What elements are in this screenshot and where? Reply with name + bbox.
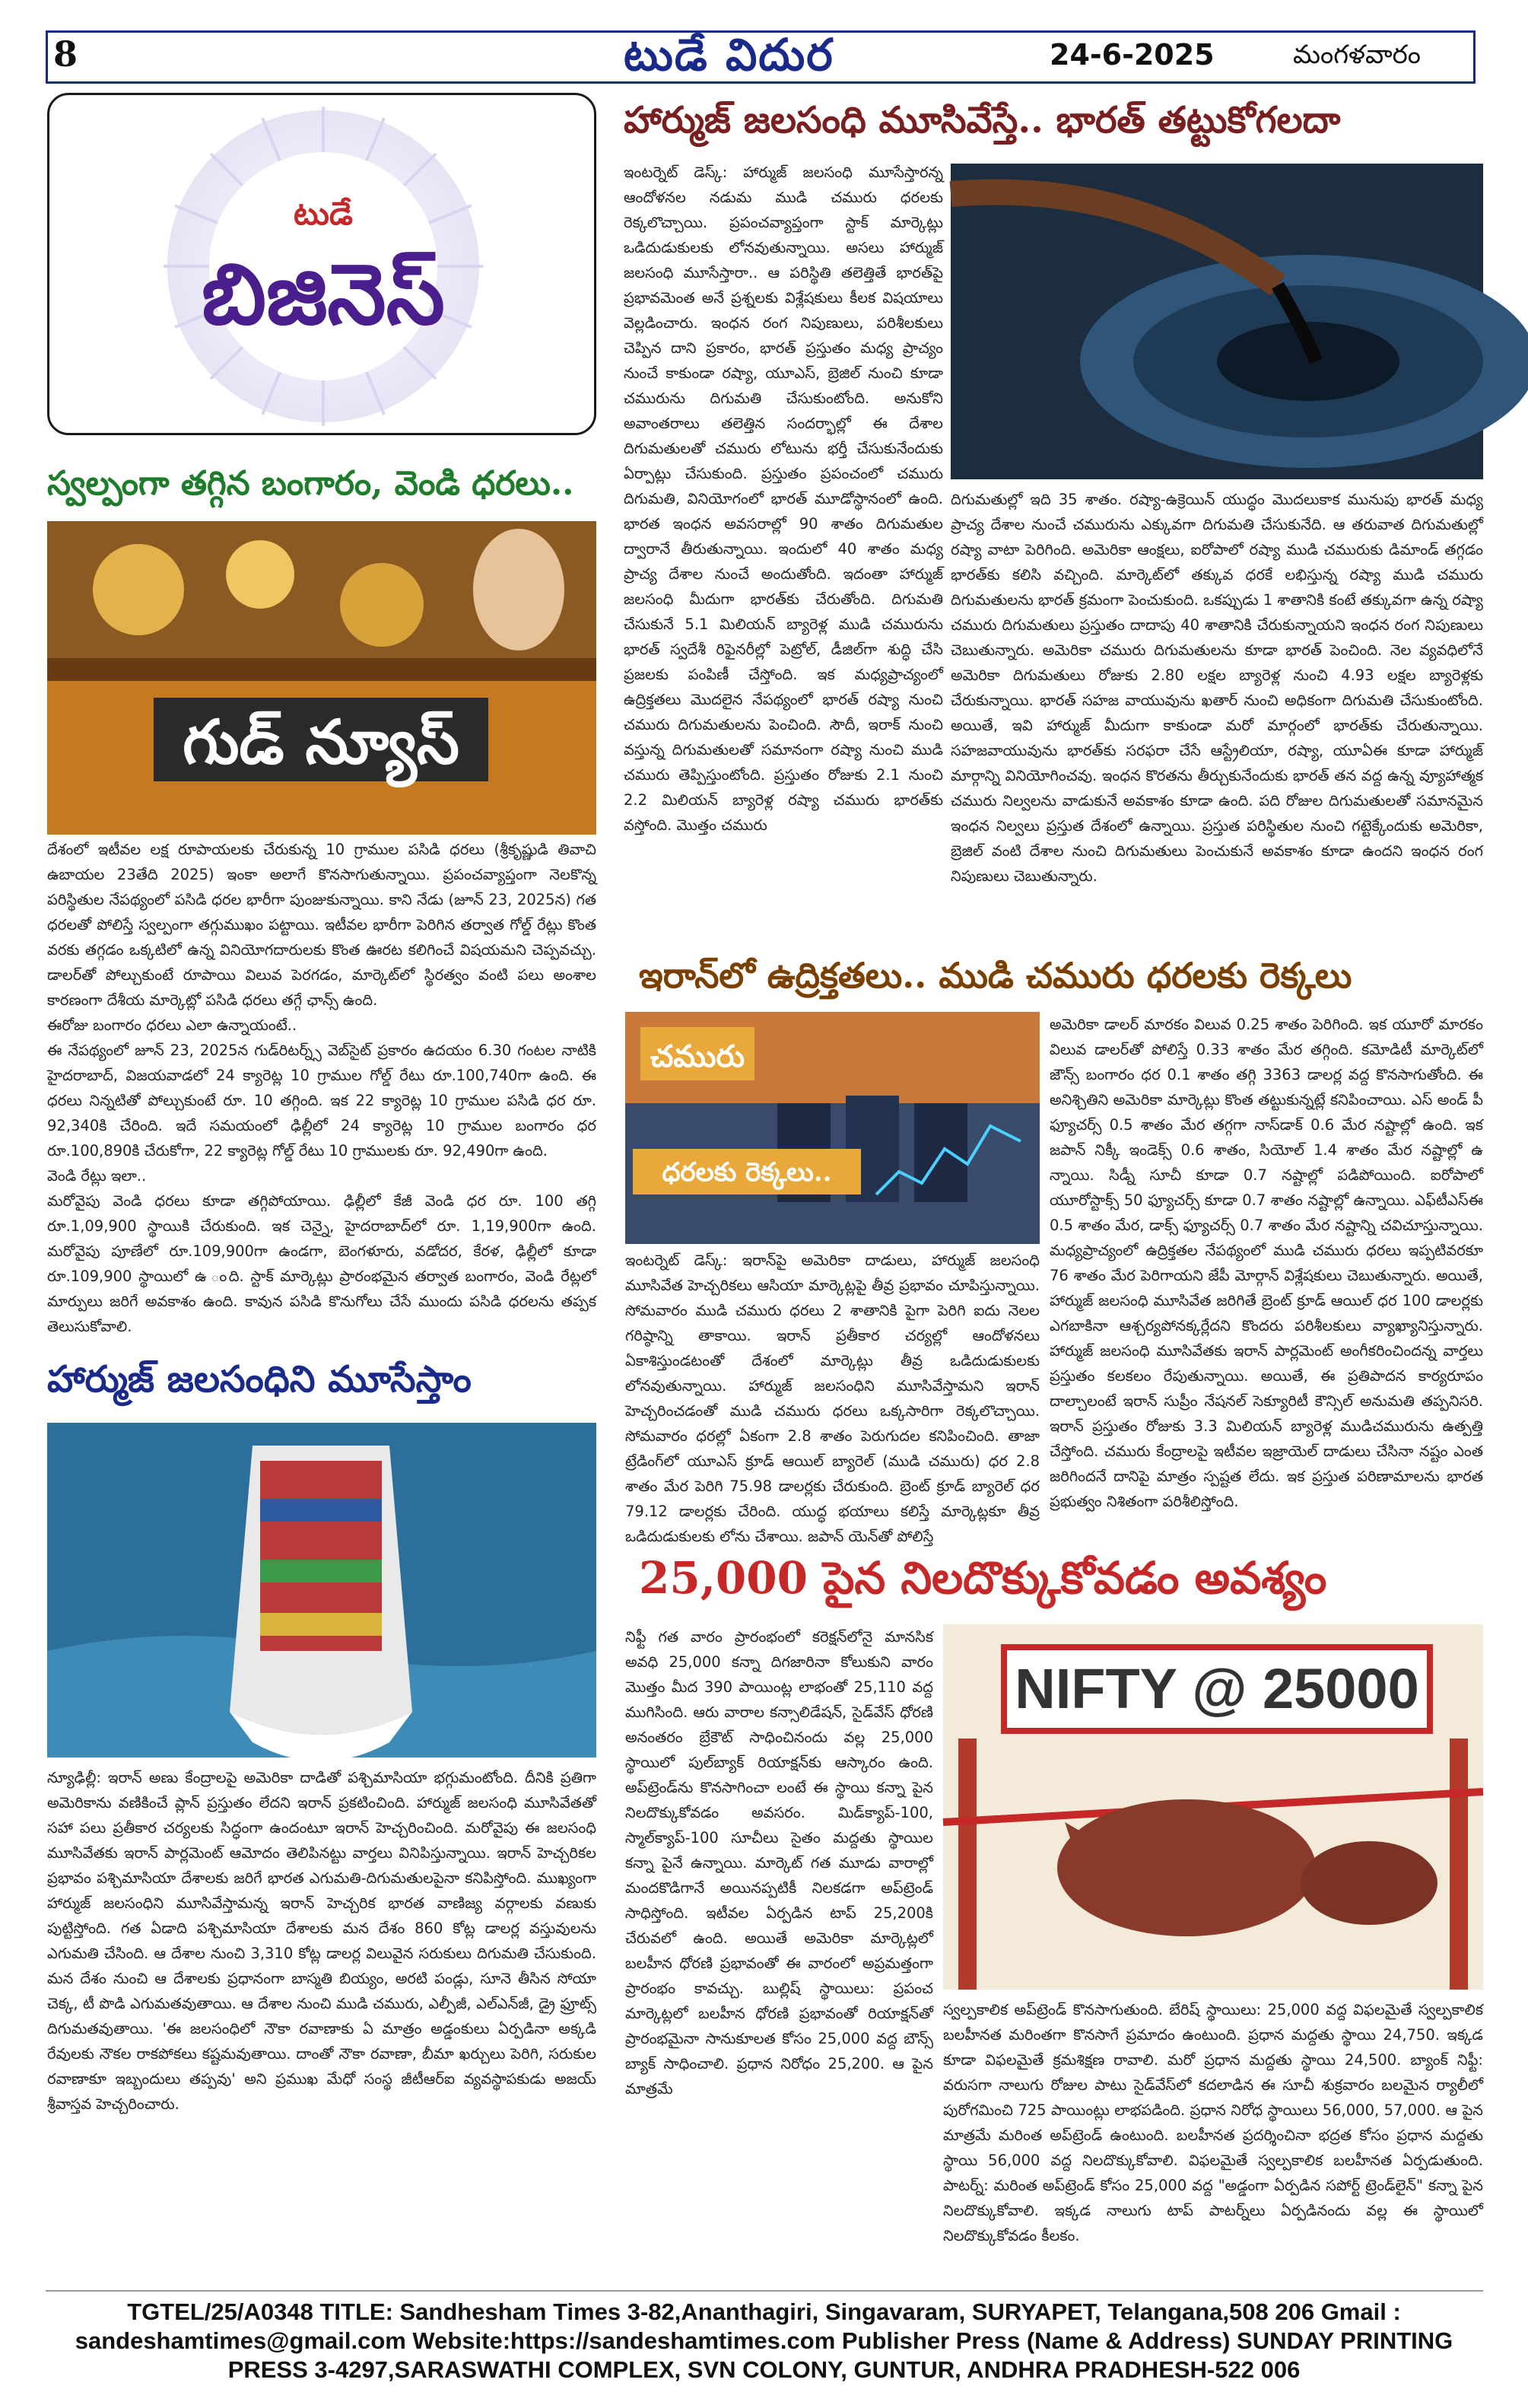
oil-barrels-image — [625, 1012, 1040, 1244]
hormuz-india-body-left: ఇంటర్నెట్ డెస్క్: హార్ముజ్ జలసంధి మూసేస్తారన్న ఆందోళనల నడుమ ముడి చమురు ధరలకు రెక్కలొచ్చాయి. ప్రపంచవ్యాప్తంగా స్టాక్ మార్కెట్లు ఒడిదుడుకులకు లోనవుతున్నాయి. అసలు హార్ముజ్ జలసంధి మూసేస్తారా.. ఆ పరిస్థితి తలెత్తితే భారత్‌పై ప్రభావమెంత అనే ప్రశ్నలకు విశ్లేషకులు కీలక విషయాలు వెల్లడించారు. ఇంధన రంగ నిపుణులు, పరిశీలకులు చెప్పిన దాని ప్రకారం, భారత్ ప్రస్తుతం మధ్య ప్రాచ్యం నుంచే కాకుండా రష్యా, యూఎస్, బ్రెజిల్ నుంచి కూడా చమురును దిగుమతి చేసుకుంటోంది. అనుకోని అవాంతరాలు తలెత్తిన సందర్భాల్లో ఈ దేశాల దిగుమతులతో చమురు లోటును భర్తీ చేసుకునేందుకు ఏర్పాట్లు చేసుకుంది. ప్రస్తుతం ప్రపంచంలో చమురు దిగుమతి, వినియోగంలో భారత్ మూడోస్థానంలో ఉంది. భారత ఇంధన అవసరాల్లో 90 శాతం దిగుమతుల ద్వారానే తీరుతున్నాయి. ఇందులో 40 శాతం మధ్య ప్రాచ్య దేశాల నుంచే అందుతోంది. ఇదంతా హార్ముజ్ జలసంధి మీదుగా భారత్‌కు చేరుతోంది. దిగుమతి చేసుకునే 5.1 మిలియన్ బ్యారెళ్ల ముడి చమురును భారత్ స్వదేశీ రిఫైనరీల్లో పెట్రోల్, డీజిల్‌గా శుద్ధి చేసి ప్రజలకు పంపిణీ చేస్తోంది. ఇక మధ్యప్రాచ్యంలో ఉద్రిక్తతలు మొదలైన నేపథ్యంలో భారత్ రష్యా నుంచి చమురు దిగుమతులను పెంచింది. సౌదీ, ఇరాక్ నుంచి వస్తున్న దిగుమతులతో సమానంగా రష్యా నుంచి ముడి చమురు తెప్పిస్తుంటోంది. ప్రస్తుతం రోజుకు 2.1 నుంచి 2.2 మిలియన్ బ్యారెళ్ల రష్యా చమురు భారత్‌కు వస్తోంది. మొత్తం చమురు — [624, 164, 943, 834]
hormuz-india-headline: హార్ముజ్ జలసంధి మూసివేస్తే.. భారత్ తట్టుకోగలదా — [624, 99, 1341, 142]
business-small-label: టుడే — [293, 195, 354, 232]
business-section-logo — [47, 93, 596, 435]
oil-pipe-image — [951, 164, 1483, 479]
iran-oil-body-left: ఇంటర్నెట్ డెస్క్: ఇరాన్‌పై అమెరికా దాడులు, హార్ముజ్ జలసంధి మూసివేత హెచ్చరికలు ఆసియా మార్కెట్లపై తీవ్ర ప్రభావం చూపిస్తున్నాయి. సోమవారం ముడి చమురు ధరలు 2 శాతానికి పైగా పెరిగి ఐదు నెలల గరిష్ఠాన్ని తాకాయి. ఇరాన్ ప్రతీకార చర్యల్లో ఆందోళనలు ఏకాశిస్తుండటంతో దేశంలో మార్కెట్లు తీవ్ర ఒడిదుడుకులకు లోనవుతున్నాయి. హార్ముజ్ జలసంధిని మూసివేస్తామని ఇరాన్ హెచ్చరించడంతో ముడి చమురు ధరలు ఒక్కసారిగా రెక్కలొచ్చాయి. సోమవారం ధరల్లో ఏకంగా 2.8 శాతం పెరుగుదల కనిపించింది. తాజా ట్రేడింగ్‌లో యూఎస్ క్రూడ్ ఆయిల్ బ్యారెల్ (ముడి చమురు) ధర 2.8 శాతం మేర పెరిగి 75.98 డాలర్లకు చేరుకుంది. బ్రెంట్ క్రూడ్ బ్యారెల్ ధర 79.12 డాలర్లకు చేరింది. యుద్ధ భయాలు కలిస్తే మార్కెట్లకూ తీవ్ర ఒడిదుడుకులకు లోను చేశాయి. జపాన్ యెన్‌తో పోలిస్తే — [625, 1252, 1040, 1545]
issue-date: 24-6-2025 — [1050, 38, 1215, 72]
gold-jewellery-image — [47, 521, 596, 835]
container-ship-image — [47, 1423, 596, 1757]
footer-divider — [46, 2290, 1483, 2292]
business-logo-graphic — [49, 95, 599, 437]
oil-image-word: చమురు — [650, 1039, 745, 1074]
newspaper-title: టుడే విదుర — [624, 29, 834, 81]
oil-image-caption: ధరలకు రెక్కలు.. — [662, 1157, 832, 1188]
imprint-line-3: PRESS 3-4297,SARASWATHI COMPLEX, SVN COLONY, GUNTUR, ANDHRA PRADHESH-522 006 — [227, 2356, 1301, 2383]
imprint-line-2: sandeshamtimes@gmail.com Website:https://sandeshamtimes.com Publisher Press (Name & Address) SUNDAY PRINTING — [75, 2327, 1453, 2354]
gold-headline: స్వల్పంగా తగ్గిన బంగారం, వెండి ధరలు.. — [47, 464, 574, 503]
nifty-body-left: నిఫ్టీ గత వారం ప్రారంభంలో కరెక్షన్‌‌‌‌‌‌‌‌‌‌‌‌‌‌‌‌‌‌‌‌‌‌‌‌‌‌‌‌‌‌‌‌‌‌‌‌‌‌‌‌‌‌‌‌లోనై మానసిక అవధి 25,000 కన్నా దిగజారినా కోలుకుని వారం మొత్తం మీద 390 పాయింట్ల లాభంతో 25,110 వద్ద ముగిసింది. ఆరు వారాల కన్సాలిడేషన్, సైడ్‌వేస్ ధోరణి అనంతరం బ్రేకౌట్ సాధించినందు వల్ల 25,000 స్థాయిలో పుల్‌బ్యాక్ రియాక్షన్‌కు ఆస్కారం ఉంది. అప్‌ట్రెండ్‌ను కొనసాగించా లంటే ఈ స్థాయి కన్నా పైన నిలదొక్కుకోవడం అవసరం. మిడ్‌క్యాప్-100, స్మాల్‌క్యాప్-100 సూచీలు సైతం మద్దతు స్థాయిల కన్నా పైనే ఉన్నాయి. మార్కెట్ గత మూడు వారాల్లో మందకొడిగానే అయినప్పటికీ నిలకడగా అప్‌ట్రెండ్ సాధిస్తోంది. ఇటీవల ఏర్పడిన టాప్ 25,200కి చేరువలో ఉంది. అయితే అమెరికా మార్కెట్లలో బలహీన ధోరణి ప్రభావంతో ఈ వారంలో అప్రమత్తంగా ప్రారంభం కావచ్చు. బుల్లిష్ స్థాయిలు: ప్రపంచ మార్కెట్లలో బలహీన ధోరణి ప్రభావంతో రియాక్షన్‌తో ప్రారంభమైనా సానుకూలత కోసం 25,000 వద్ద బౌన్స్ బ్యాక్ సాధించాలి. ప్రధాన నిరోధం 25,200. ఆ పైన మాత్రమే — [625, 1628, 933, 2098]
business-big-label: బిజినెస్ — [202, 245, 445, 343]
good-news-banner: గుడ్ న్యూస్ — [183, 706, 459, 778]
imprint-line-1: TGTEL/25/A0348 TITLE: Sandhesham Times 3-82,Ananthagiri, Singavaram, SURYAPET, Telangana,508 206 Gmail : — [127, 2298, 1401, 2325]
nifty-body-right: స్వల్పకాలిక అప్‌ట్రెండ్ కొనసాగుతుంది. బేరిష్ స్థాయిలు: 25,000 వద్ద విఫలమైతే స్వల్పకాలిక బలహీనత మరింతగా కొనసాగే ప్రమాదం ఉంటుంది. ప్రధాన మద్దతు స్థాయి 24,750. ఇక్కడ కూడా విఫలమైతే క్రమశిక్షణ రావాలి. మరో ప్రధాన మద్దతు స్థాయి 24,500. బ్యాంక్ నిఫ్టీ: వరుసగా నాలుగు రోజుల పాటు సైడ్‌వేస్‌లో కదలాడిన ఈ సూచీ శుక్రవారం బలమైన ర్యాలీలో పురోగమించి 725 పాయింట్లు లాభపడింది. ప్రధాన నిరోధ స్థాయిలు 56,000, 57,000. ఆ పైన మాత్రమే మరింత అప్‌ట్రెండ్ ఉంటుంది. బలహీనత ప్రదర్శించినా భద్రత కోసం ప్రధాన మద్దతు స్థాయి 56,000 వద్ద నిలదొక్కుకోవాలి. విఫలమైతే స్వల్పకాలిక బలహీనత ఏర్పడుతుంది. పాటర్న్: మరింత అప్‌ట్రెండ్ కోసం 25,000 వద్ద "అడ్డంగా ఏర్పడిన సపోర్ట్ ట్రెండ్‌లైన్" కన్నా పైన నిలదొక్కుకోవాలి. ఇక్కడ నాలుగు టాప్ పాటర్న్‌లు ఏర్పడినందు వల్ల ఈ స్థాయిలో నిలదొక్కుకోవడం కీలకం. — [943, 2001, 1483, 2244]
iran-oil-headline: ఇరాన్‌లో ఉద్రిక్తతలు.. ముడి చమురు ధరలకు రెక్కలు — [639, 955, 1352, 996]
page-number: 8 — [53, 33, 78, 75]
issue-day: మంగళవారం — [1293, 40, 1421, 70]
imprint-footer — [0, 2298, 1528, 2408]
nifty-sign-text: NIFTY @ 25000 — [1015, 1657, 1419, 1720]
iran-oil-body-right: అమెరికా డాలర్ మారకం విలువ 0.25 శాతం పెరిగింది. ఇక యూరో మారకం విలువ డాలర్‌తో పోలిస్తే 0.33 శాతం మేర తగ్గింది. కమోడిటీ మార్కెట్‌లో జౌన్స్ బంగారం ధర 0.1 శాతం తగ్గి 3363 డాలర్ల వద్ద కొనసాగుతోంది. ఈ అనిశ్చితిని అమెరికా మార్కెట్లు కొంత తట్టుకున్నట్లే కనిపించాయి. ఎస్ అండ్ పీ ఫ్యూచర్స్ 0.5 శాతం మేర తగ్గగా నాస్‌డాక్ 0.6 మేర నష్టాల్లో ఉంది. ఇక జపాన్ నిక్కీ ఇండెక్స్ 0.6 శాతం, సియోల్ 1.4 శాతం మేర నష్టాల్లో ఉ న్నాయి. సిడ్నీ సూచీ కూడా 0.7 నష్టాల్లో పడిపోయింది. ఐరోపాలో యూరోస్టాక్స్ 50 ఫ్యూచర్స్ కూడా 0.7 శాతం నష్టాల్లో ఉన్నాయి. ఎఫ్‌టీఎస్‌ఈ 0.5 శాతం మేర, డాక్స్ ఫ్యూచర్స్ 0.7 శాతం మేర నష్టాన్ని చవిచూస్తున్నాయి. మధ్యప్రాచ్యంలో ఉద్రిక్తతల నేపథ్యంలో ముడి చమురు ధరలు ఇప్పటివరకూ 76 శాతం మేర పెరిగాయని జేపీ మోర్గాన్ విశ్లేషకులు చెబుతున్నారు. అయితే, హార్ముజ్ జలసంధి మూసివేత జరిగితే బ్రెంట్ క్రూడ్ ఆయిల్ ధర 100 డాలర్లకు ఎగబాకినా ఆశ్చర్యపోనక్కర్లేదని కొందరు పరిశీలకులు వ్యాఖ్యానిస్తున్నారు. హార్ముజ్ జలసంధి మూసివేతకు ఇరాన్ పార్లమెంట్ అంగీకరించిందన్న వార్తలు ప్రస్తుతం కలకలం రేపుతున్నాయి. అయితే, ఈ ప్రతిపాదన కార్యరూపం దాల్చాలంటే ఇరాన్ సుప్రీం నేషనల్ సెక్యూరిటీ కౌన్సిల్ అనుమతి తప్పనిసరి. ఇరాన్ ప్రస్తుతం రోజుకు 3.3 మిలియన్ బ్యారెళ్ల ముడిచమురును ఉత్పత్తి చేస్తోంది. చమురు కేంద్రాలపై ఇటీవల ఇజ్రాయెల్ దాడులు చేసినా నష్టం ఎంత జరిగిందనే దానిపై మాత్రం స్పష్టత లేదు. ఇక ప్రస్తుత పరిణామాలను భారత ప్రభుత్వం నిశితంగా పరిశీలిస్తోంది. — [1050, 1016, 1483, 1510]
hormuz-close-body: న్యూఢిల్లీ: ఇరాన్ అణు కేంద్రాలపై అమెరికా దాడితో పశ్చిమాసియా భగ్గుమంటోంది. దీనికి ప్రతిగా అమెరికాను వణికించే ప్లాన్ ప్రస్తుతం లేదని ఇరాన్ ప్రకటించింది. హార్ముజ్ జలసంధి మూసివేతతో సహా పలు ప్రతీకార చర్యలకు సిద్ధంగా ఉందంటూ ఇరాన్ హెచ్చరించింది. మరోవైపు ఈ జలసంధి మూసివేతకు ఇరాన్ పార్లమెంట్ ఆమోదం తెలిపినట్టు వార్తలు వినిపిస్తున్నాయి. ఇరాన్ హెచ్చరికల ప్రభావం పశ్చిమాసియా దేశాలకు జరిగే భారత ఎగుమతి-దిగుమతులపైనా కనిపిస్తోంది. ముఖ్యంగా హార్ముజ్ జలసంధిని మూసివేస్తామన్న ఇరాన్ హెచ్చరిక భారత వాణిజ్య వర్గాలకు వణుకు పుట్టిస్తోంది. గత ఏడాది పశ్చిమాసియా దేశాలకు మన దేశం 860 కోట్ల డాలర్ల వస్తువులను ఎగుమతి చేసింది. ఆ దేశాల నుంచి 3,310 కోట్ల డాలర్ల విలువైన సరుకులు దిగుమతి చేసుకుంది. మన దేశం నుంచి ఆ దేశాలకు ప్రధానంగా బాస్మతి బియ్యం, అరటి పండ్లు, సూనె తీసిన సోయా చెక్క, టీ పొడి ఎగుమతవుతాయి. ఆ దేశాల నుంచి ముడి చమురు, ఎల్పీజీ, ఎల్ఎన్‌జీ, డ్రై ఫ్రూట్స్ దిగుమతవుతాయి. 'ఈ జలసంధిలో నౌకా రవాణాకు ఏ మాత్రం అడ్డంకులు ఏర్పడినా అక్కడి రేవులకు నౌకల రాకపోకలు కష్టమవుతాయి. దాంతో నౌకా రవాణా, బీమా ఖర్చులు పెరిగి, సరుకుల రవాణాకూ ఇబ్బందులు తప్పవు' అని ప్రముఖ మేధో సంస్థ జీటీఆర్ఐ వ్యవస్థాపకుడు అజయ్ శ్రీవాస్తవ హెచ్చరించారు. — [47, 1769, 596, 2113]
hormuz-close-headline: హార్ముజ్ జలసంధిని మూసేస్తాం — [47, 1358, 472, 1401]
gold-article-body: దేశంలో ఇటీవల లక్ష రూపాయలకు చేరుకున్న 10 గ్రాముల పసిడి ధరలు (శ్రీకృష్ణుడి తివాచి ఉబాయల 23తేది 2025) ఇంకా అలాగే కొనసాగుతున్నాయి. ప్రపంచవ్యాప్తంగా నెలకొన్న పరిస్థితుల నేపథ్యంలో పసిడి ధరల భారీగా పుంజుకున్నాయి. కాని నేడు (జూన్ 23, 2025న) గత ధరలతో పోలిస్తే స్వల్పంగా తగ్గుముఖం పట్టాయి. ఇటీవల భారీగా పెరిగిన తర్వాత గోల్డ్ రేట్లు కొంత వరకు తగ్గడం ఒక్కటిలో ఉన్న వినియోగదారులకు కొంత ఊరట కలిగించే విషయమని చెప్పవచ్చు. డాలర్‌తో పోల్చుకుంటే రూపాయి విలువ పెరగడం, మార్కెట్‌లో స్థిరత్వం వంటి పలు అంశాల కారణంగా దేశీయ మార్కెట్లో పసిడి ధరలు తగ్గే ఛాన్స్ ఉంది. ఈరోజు బంగారం ధరలు ఎలా ఉన్నాయంటే.. ఈ నేపథ్యంలో జూన్ 23, 2025న గుడ్‌రిటర్న్స్ వెబ్‌సైట్ ప్రకారం ఉదయం 6.30 గంటల నాటికి హైదరాబాద్, విజయవాడలో 24 క్యారెట్ల 10 గ్రాముల గోల్డ్ రేటు రూ.100,740గా ఉంది. ఈ ధరలు నిన్నటితో పోల్చుకుంటే రూ. 10 తగ్గింది. ఇక 22 క్యారెట్ల 10 గ్రాముల పసిడి ధర రూ. 92,340కి చేరింది. ఇదే సమయంలో ఢిల్లీలో 24 క్యారెట్ల 10 గ్రాముల బంగారం ధర రూ.100,890కి చేరుకోగా, 22 క్యారెట్ల గోల్డ్ రేటు 10 గ్రాములకు రూ. 92,490గా ఉంది. వెండి రేట్లు ఇలా.. మరోవైపు వెండి ధరలు కూడా తగ్గిపోయాయి. ఢిల్లీలో కేజీ వెండి ధర రూ. 100 తగ్గి రూ.1,09,900 స్థాయికి చేరుకుంది. ఇక చెన్నై, హైదరాబాద్‌లో రూ. 1,19,900గా ఉంది. మరోవైపు పూణేలో రూ.109,900గా ఉండగా, బెంగళూరు, వడోదర, కేరళ, ఢిల్లీలో కూడా రూ.109,900 స్థాయిలో ఉ ంది. స్టాక్ మార్కెట్లు ప్రారంభమైన తర్వాత బంగారం, వెండి రేట్లలో మార్పులు జరిగే అవకాశం ఉంది. కావున పసిడి కొనుగోలు చేసే ముందు పసిడి ధరలను తప్పక తెలుసుకోవాలి. — [47, 841, 596, 1335]
hormuz-india-body-right: దిగుమతుల్లో ఇది 35 శాతం. రష్యా-ఉక్రెయిన్ యుద్ధం మొదలుకాక మునుపు భారత్ మధ్య ప్రాచ్య దేశాల నుంచే చమురును ఎక్కువగా దిగుమతి చేసుకునేది. ఆ తరువాత దిగుమతుల్లో రష్యా వాటా పెరిగింది. అమెరికా ఆంక్షలు, ఐరోపాలో రష్యా ముడి చమురుకు డిమాండ్ తగ్గడం భారత్‌కు కలిసి వచ్చింది. మార్కెట్‌లో తక్కువ ధరకే లభిస్తున్న రష్యా ముడి చమురు దిగుమతులను భారత్ క్రమంగా పెంచుకుంది. ఒకప్పుడు 1 శాతానికి కంటే తక్కువగా ఉన్న రష్యా చమురు దిగుమతులు ప్రస్తుతం దాదాపు 40 శాతానికి చేరుకున్నాయని ఇంధన రంగ నిపుణులు చెబుతున్నారు. అమెరికా చమురు దిగుమతులను కూడా భారత్ పెంచింది. నెల వ్యవధిలోనే అమెరికా దిగుమతులు రోజుకు 2.80 లక్షల బ్యారెళ్ల నుంచి 4.93 లక్షల బ్యారెళ్లకు చేరుకున్నాయి. భారత్ సహజ వాయువును ఖతార్ నుంచి అధికంగా దిగుమతి చేసుకుంటోంది. అయితే, ఇవి హార్ముజ్ మీదుగా కాకుండా మరో మార్గంలో భారత్‌కు చేరుతున్నాయి. సహజవాయువును భారత్‌కు సరఫరా చేసే ఆస్ట్రేలియా, రష్యా, యూఏఈ కూడా హార్ముజ్ మార్గాన్ని వినియోగించవు. ఇంధన కొరతను తీర్చుకునేందుకు భారత్ తన వద్ద ఉన్న వ్యూహాత్మక చమురు నిల్వలను వాడుకునే అవకాశం కూడా ఉంది. పది రోజుల దిగుమతులతో సమానమైన ఇంధన నిల్వలు ప్రస్తుత దేశంలో ఉన్నాయి. ప్రస్తుత పరిస్థితుల నుంచి గట్టెక్కేందుకు అమెరికా, బ్రెజిల్ వంటి దేశాల నుంచి దిగుమతులు పెంచుకునే అవకాశం కూడా ఉందని ఇంధన రంగ నిపుణులు చెబుతున్నారు. — [951, 491, 1483, 885]
nifty-headline: 25,000 పైన నిలదొక్కుకోవడం అవశ్యం — [639, 1552, 1327, 1604]
nifty-bull-image — [943, 1624, 1483, 1990]
